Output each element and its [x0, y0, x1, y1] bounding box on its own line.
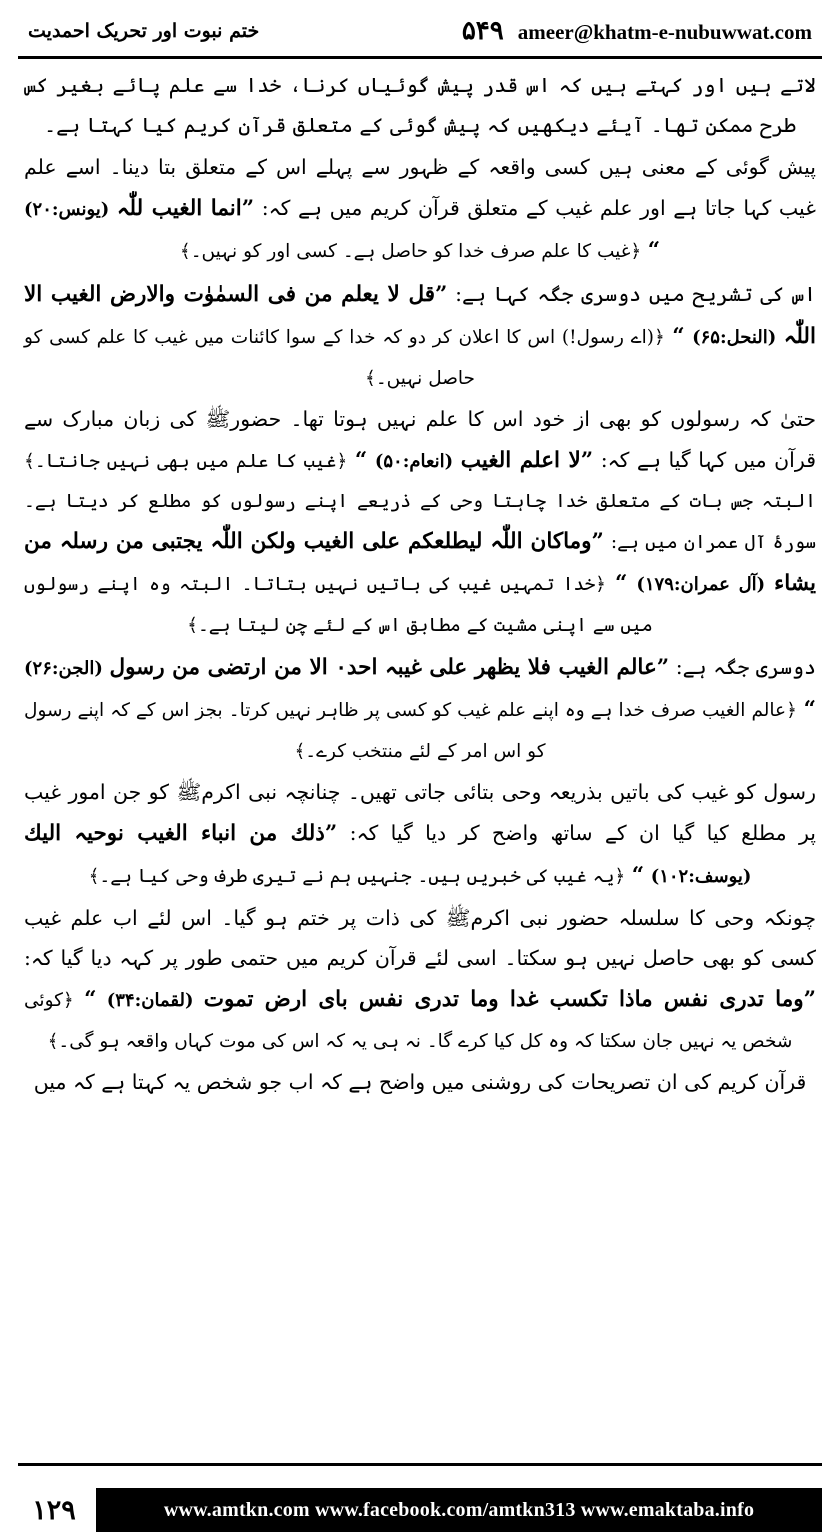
quran-quote-arabic: ”انما الغیب للّٰہ [116, 195, 255, 221]
quran-reference: (النحل:۶۵) [692, 326, 777, 348]
paragraph [18, 274, 822, 398]
quote-close-mark: “ [647, 237, 661, 263]
header-page-number-arabic: ۵۴۹ [461, 16, 504, 46]
quran-reference-2: (آل عمران:۱۷۹) [636, 574, 766, 596]
quote-close-mark: “ [631, 862, 645, 888]
footer-links-bar [96, 1488, 822, 1532]
quran-quote-arabic-2: ”وماکان اللّٰہ لیطلعکم علی الغیب ولکن اللّٰہ یجتبی من رسلہ من یشاء [24, 529, 816, 597]
quran-quote-arabic: ”لا اعلم الغیب [460, 447, 594, 473]
paragraph-text: پیش گوئی کے معنی ہیں کسی واقعہ کے ظہور سے پہلے اس کے متعلق بتا دینا۔ اسے علم غیب کہا جاتا ہے اور علم غیب کے متعلق قرآن کریم میں ہے کہ: [24, 154, 816, 220]
quran-translation-2: ﴿خدا تمہیں غیب کی باتیں نہیں بتاتا۔ البتہ وہ اپنے رسولوں میں سے اپنی مشیت کے مطابق اس کے لئے چن لیتا ہے۔﴾ [24, 574, 653, 637]
quran-reference: (الجن:۲۶) [24, 658, 103, 680]
quran-translation: ﴿عالم الغیب صرف خدا ہے وہ اپنے علم غیب کو کسی پر ظاہر نہیں کرتا۔ بجز اس کے کہ اپنے رسول کو اس امر کے لئے منتخب کرے۔﴾ [24, 700, 797, 763]
paragraph [18, 148, 822, 272]
header-left-group [462, 16, 812, 46]
quran-reference: (یونس:۲۰) [24, 198, 110, 220]
paragraph-text: رسول کو غیب کی باتیں بذریعہ وحی بتائی جاتی تھیں۔ چنانچہ نبی اکرمﷺ کو جن امور غیب پر مطلع کیا گیا ان کے ساتھ واضح کر دیا گیا کہ: [24, 780, 816, 846]
quote-close-mark: “ [354, 447, 368, 473]
footer-page-number: ۱۲۹ [32, 1494, 76, 1526]
paragraph-text: حتیٰ کہ رسولوں کو بھی از خود اس کا علم نہیں ہوتا تھا۔ حضورﷺ کی زبان مبارک سے قرآن میں کہا گیا ہے کہ: [24, 406, 816, 472]
page-footer [0, 1466, 840, 1540]
quote-close-mark: “ [672, 323, 685, 349]
paragraph [18, 899, 822, 1061]
quran-translation: ﴿(اے رسول!) اس کا اعلان کر دو کہ خدا کے سوا کائنات میں غیب کا علم کسی کو حاصل نہیں۔﴾ [24, 326, 665, 389]
quran-translation: ﴿یہ غیب کی خبریں ہیں۔ جنہیں ہم نے تیری طرف وحی کیا ہے۔﴾ [88, 865, 626, 887]
quran-reference: (انعام:۵۰) [374, 450, 454, 472]
quote-close-mark: “ [84, 986, 97, 1012]
paragraph [18, 773, 822, 897]
paragraph-text: لاتے ہیں اور کہتے ہیں کہ اس قدر پیش گوئیاں کرنا، خدا سے علم پائے بغیر کس طرح ممکن تھا۔ آیئے دیکھیں کہ پیش گوئی کے متعلق قرآن کریم کیا کہتا ہے۔ [24, 73, 816, 137]
paragraph [18, 647, 822, 771]
paragraph [18, 400, 822, 646]
paragraph [18, 1063, 822, 1103]
quran-translation: ﴿کوئی شخص یہ نہیں جان سکتا کہ وہ کل کیا کرے گا۔ نہ ہی یہ کہ اس کی موت کہاں واقعہ ہو گی۔﴾ [24, 989, 793, 1052]
paragraph-text: قرآن کریم کی ان تصریحات کی روشنی میں واضح ہے کہ اب جو شخص یہ کہتا ہے کہ میں [33, 1069, 807, 1094]
quran-quote-arabic: ”وما تدری نفس ماذا تکسب غدا وما تدری نفس بای ارض تموت [203, 986, 816, 1012]
page-header [0, 0, 840, 56]
quote-close-mark: “ [615, 571, 628, 597]
paragraph [18, 66, 822, 146]
header-divider [18, 56, 822, 59]
quran-reference: (یوسف:۱۰۲) [650, 865, 752, 887]
page-body [18, 66, 822, 1426]
quran-reference: (لقمان:۳۴) [106, 989, 194, 1011]
paragraph-text: دوسری جگہ ہے: [675, 655, 816, 680]
header-email: ameer@khatm-e-nubuwwat.com [517, 20, 812, 44]
paragraph-text: چونکہ وحی کا سلسلہ حضور نبی اکرمﷺ کی ذات پر ختم ہو گیا۔ اس لئے اب علم غیب کسی کو بھی حاصل نہیں ہو سکتا۔ اسی لئے قرآن کریم میں حتمی طور پر کہہ دیا گیا کہ: [24, 905, 816, 970]
quran-translation: ﴿غیب کا علم صرف خدا کو حاصل ہے۔ کسی اور کو نہیں۔﴾ [179, 240, 642, 262]
quran-translation: ﴿غیب کا علم میں بھی نہیں جانتا۔﴾ البتہ جس بات کے متعلق خدا چاہتا وحی کے ذریعے اپنے رسولوں کو مطلع کر دیتا ہے۔ سورۂ آل عمران میں ہے: [24, 450, 816, 554]
quote-close-mark: “ [803, 697, 816, 723]
header-chapter-title: ختم نبوت اور تحریک احمدیت [28, 20, 260, 42]
quran-quote-arabic: ”ذلك من انباء الغیب نوحیہ الیك [24, 821, 338, 847]
quran-quote-arabic: ”قل لا یعلم من فی السمٰوٰت والارض الغیب الا اللّٰہ [24, 281, 816, 349]
quran-quote-arabic: ”عالم الغیب فلا یظھر علی غیبہ احد۰ الا من ارتضی من رسول [109, 655, 670, 681]
footer-links[interactable]: www.amtkn.com www.facebook.com/amtkn313 www.emaktaba.info [163, 1498, 755, 1521]
paragraph-text: اس کی تشریح میں دوسری جگہ کہا ہے: [455, 281, 816, 306]
